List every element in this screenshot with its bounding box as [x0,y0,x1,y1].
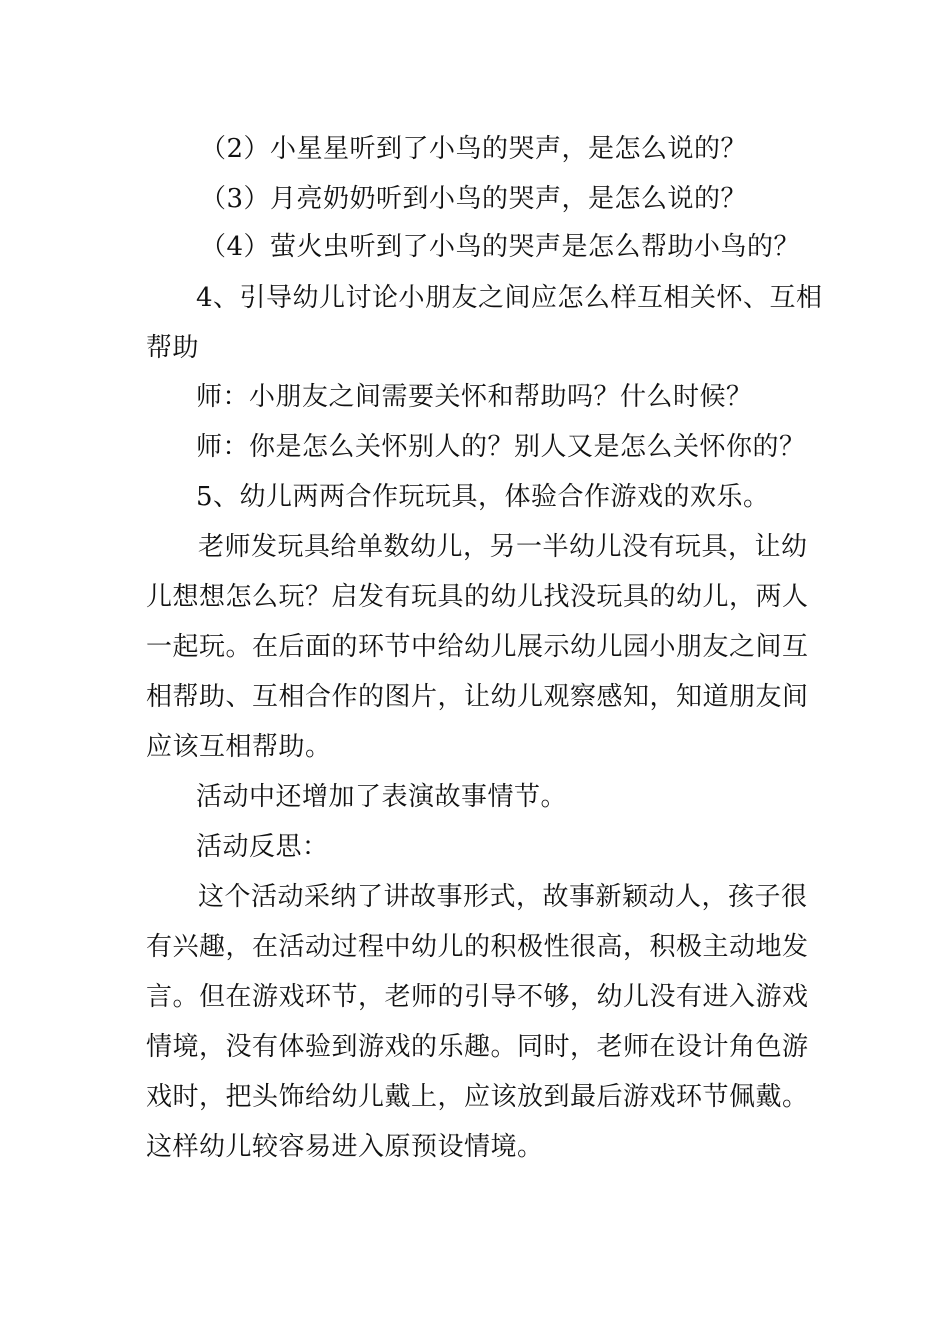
reflection-line-4: 情境，没有体验到游戏的乐趣。同时，老师在设计角色游 [146,1032,809,1062]
paragraph-1-line-5: 应该互相帮助。 [146,732,332,762]
reflection-line-1: 这个活动采纳了讲故事形式，故事新颖动人，孩子很 [198,882,808,912]
paragraph-1-line-1: 老师发玩具给单数幼儿，另一半幼儿没有玩具，让幼 [198,532,808,562]
question-2: （2）小星星听到了小鸟的哭声，是怎么说的？ [200,134,748,164]
reflection-line-5: 戏时，把头饰给幼儿戴上，应该放到最后游戏环节佩戴。 [146,1082,809,1112]
step-4-heading: 4、引导幼儿讨论小朋友之间应怎么样互相关怀、互相 [196,283,823,313]
teacher-question-2: 师：你是怎么关怀别人的？别人又是怎么关怀你的？ [196,432,806,462]
teacher-question-1: 师：小朋友之间需要关怀和帮助吗？什么时候？ [196,382,753,412]
reflection-line-6: 这样幼儿较容易进入原预设情境。 [146,1132,544,1162]
step-5-heading: 5、幼儿两两合作玩玩具，体验合作游戏的欢乐。 [196,482,770,512]
activity-note: 活动中还增加了表演故事情节。 [196,782,568,812]
question-4: （4）萤火虫听到了小鸟的哭声是怎么帮助小鸟的？ [200,232,801,262]
question-3: （3）月亮奶奶听到小鸟的哭声，是怎么说的？ [200,184,748,214]
reflection-line-2: 有兴趣，在活动过程中幼儿的积极性很高，积极主动地发 [146,932,809,962]
reflection-line-3: 言。但在游戏环节，老师的引导不够，幼儿没有进入游戏 [146,982,809,1012]
paragraph-1-line-4: 相帮助、互相合作的图片，让幼儿观察感知，知道朋友间 [146,682,809,712]
paragraph-1-line-2: 儿想想怎么玩？启发有玩具的幼儿找没玩具的幼儿，两人 [146,582,809,612]
step-4-heading-cont: 帮助 [146,333,200,363]
paragraph-1-line-3: 一起玩。在后面的环节中给幼儿展示幼儿园小朋友之间互 [146,632,809,662]
reflection-heading: 活动反思： [196,832,329,862]
